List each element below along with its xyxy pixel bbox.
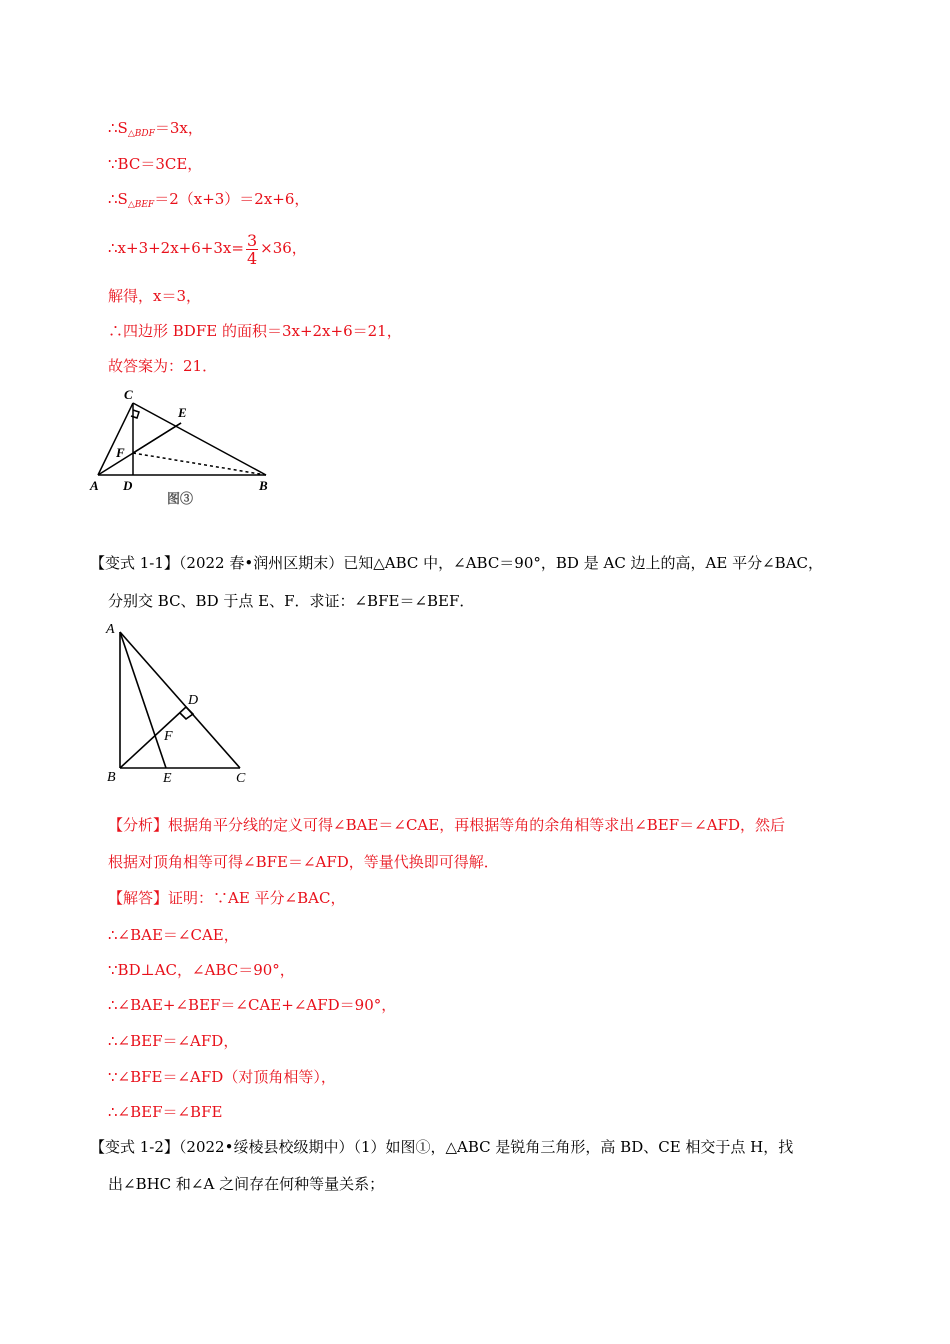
fig3-label-f: F [116, 445, 125, 460]
figure-3 [88, 383, 273, 513]
fig11-label-b: B [107, 770, 116, 785]
fig3-label-e: E [178, 405, 187, 420]
answer-line-7: ∴∠BEF＝∠BFE [108, 1103, 223, 1121]
answer-line-5: ∴∠BEF＝∠AFD， [108, 1032, 239, 1050]
answer-line-2: ∴∠BAE＝∠CAE， [108, 926, 239, 944]
fig3-caption: 图③ [167, 491, 194, 506]
solution-line-6: ∴四边形 BDFE 的面积＝3x+2x+6＝21， [108, 322, 402, 340]
problem-1-2-line-1: 【变式 1-2】（2022•绥棱县校级期中）（1）如图①，△ABC 是锐角三角形，高 BD、CE 相交于点 H，找 [90, 1138, 794, 1156]
fig11-label-c: C [236, 771, 246, 786]
problem-1-1-line-1: 【变式 1-1】（2022 春•润州区期末）已知△ABC 中，∠ABC＝90°，BD 是 AC 边上的高，AE 平分∠BAC， [90, 554, 824, 572]
fig3-label-a: A [90, 478, 99, 493]
problem-1-2-line-2: 出∠BHC 和∠A 之间存在何种等量关系； [108, 1175, 385, 1193]
fig3-label-c: C [124, 387, 133, 402]
fig3-label-b: B [259, 478, 268, 493]
solution-line-7: 故答案为：21． [108, 357, 218, 375]
fig3-label-d: D [123, 478, 133, 493]
fig11-label-a: A [106, 622, 115, 637]
problem-1-1-line-2: 分别交 BC、BD 于点 E、F．求证：∠BFE＝∠BEF． [108, 592, 475, 610]
analysis-line-1: 【分析】根据角平分线的定义可得∠BAE＝∠CAE，再根据等角的余角相等求出∠BEF＝∠AFD，然后 [108, 816, 785, 834]
answer-line-6: ∵∠BFE＝∠AFD（对顶角相等）， [108, 1068, 336, 1086]
fig11-label-d: D [188, 693, 199, 708]
solution-line-1: $\therefore S_{\triangle BDF}=3x$， [108, 119, 203, 139]
solution-line-4: ∴x+3+2x+6+3x= $\frac{3}{4}$ ×36， [108, 230, 307, 268]
solution-line-3: $\therefore S_{\triangle BEF}=2(x+3)=2x+6$， [108, 190, 310, 210]
fraction: $\frac{3}{4}$ [246, 230, 258, 268]
figure-1-1 [100, 618, 260, 790]
answer-line-4: ∴∠BAE+∠BEF＝∠CAE+∠AFD＝90°， [108, 996, 397, 1014]
solution-line-5: 解得，x＝3， [108, 287, 202, 305]
solution-line-2: ∵BC＝3CE， [108, 155, 203, 173]
fig11-label-f: F [164, 729, 173, 744]
fig11-label-e: E [163, 771, 172, 786]
answer-line-1: 【解答】证明：∵AE 平分∠BAC， [108, 889, 346, 907]
analysis-line-2: 根据对顶角相等可得∠BFE＝∠AFD，等量代换即可得解． [108, 853, 499, 871]
answer-line-3: ∵BD⊥AC，∠ABC＝90°， [108, 961, 295, 979]
